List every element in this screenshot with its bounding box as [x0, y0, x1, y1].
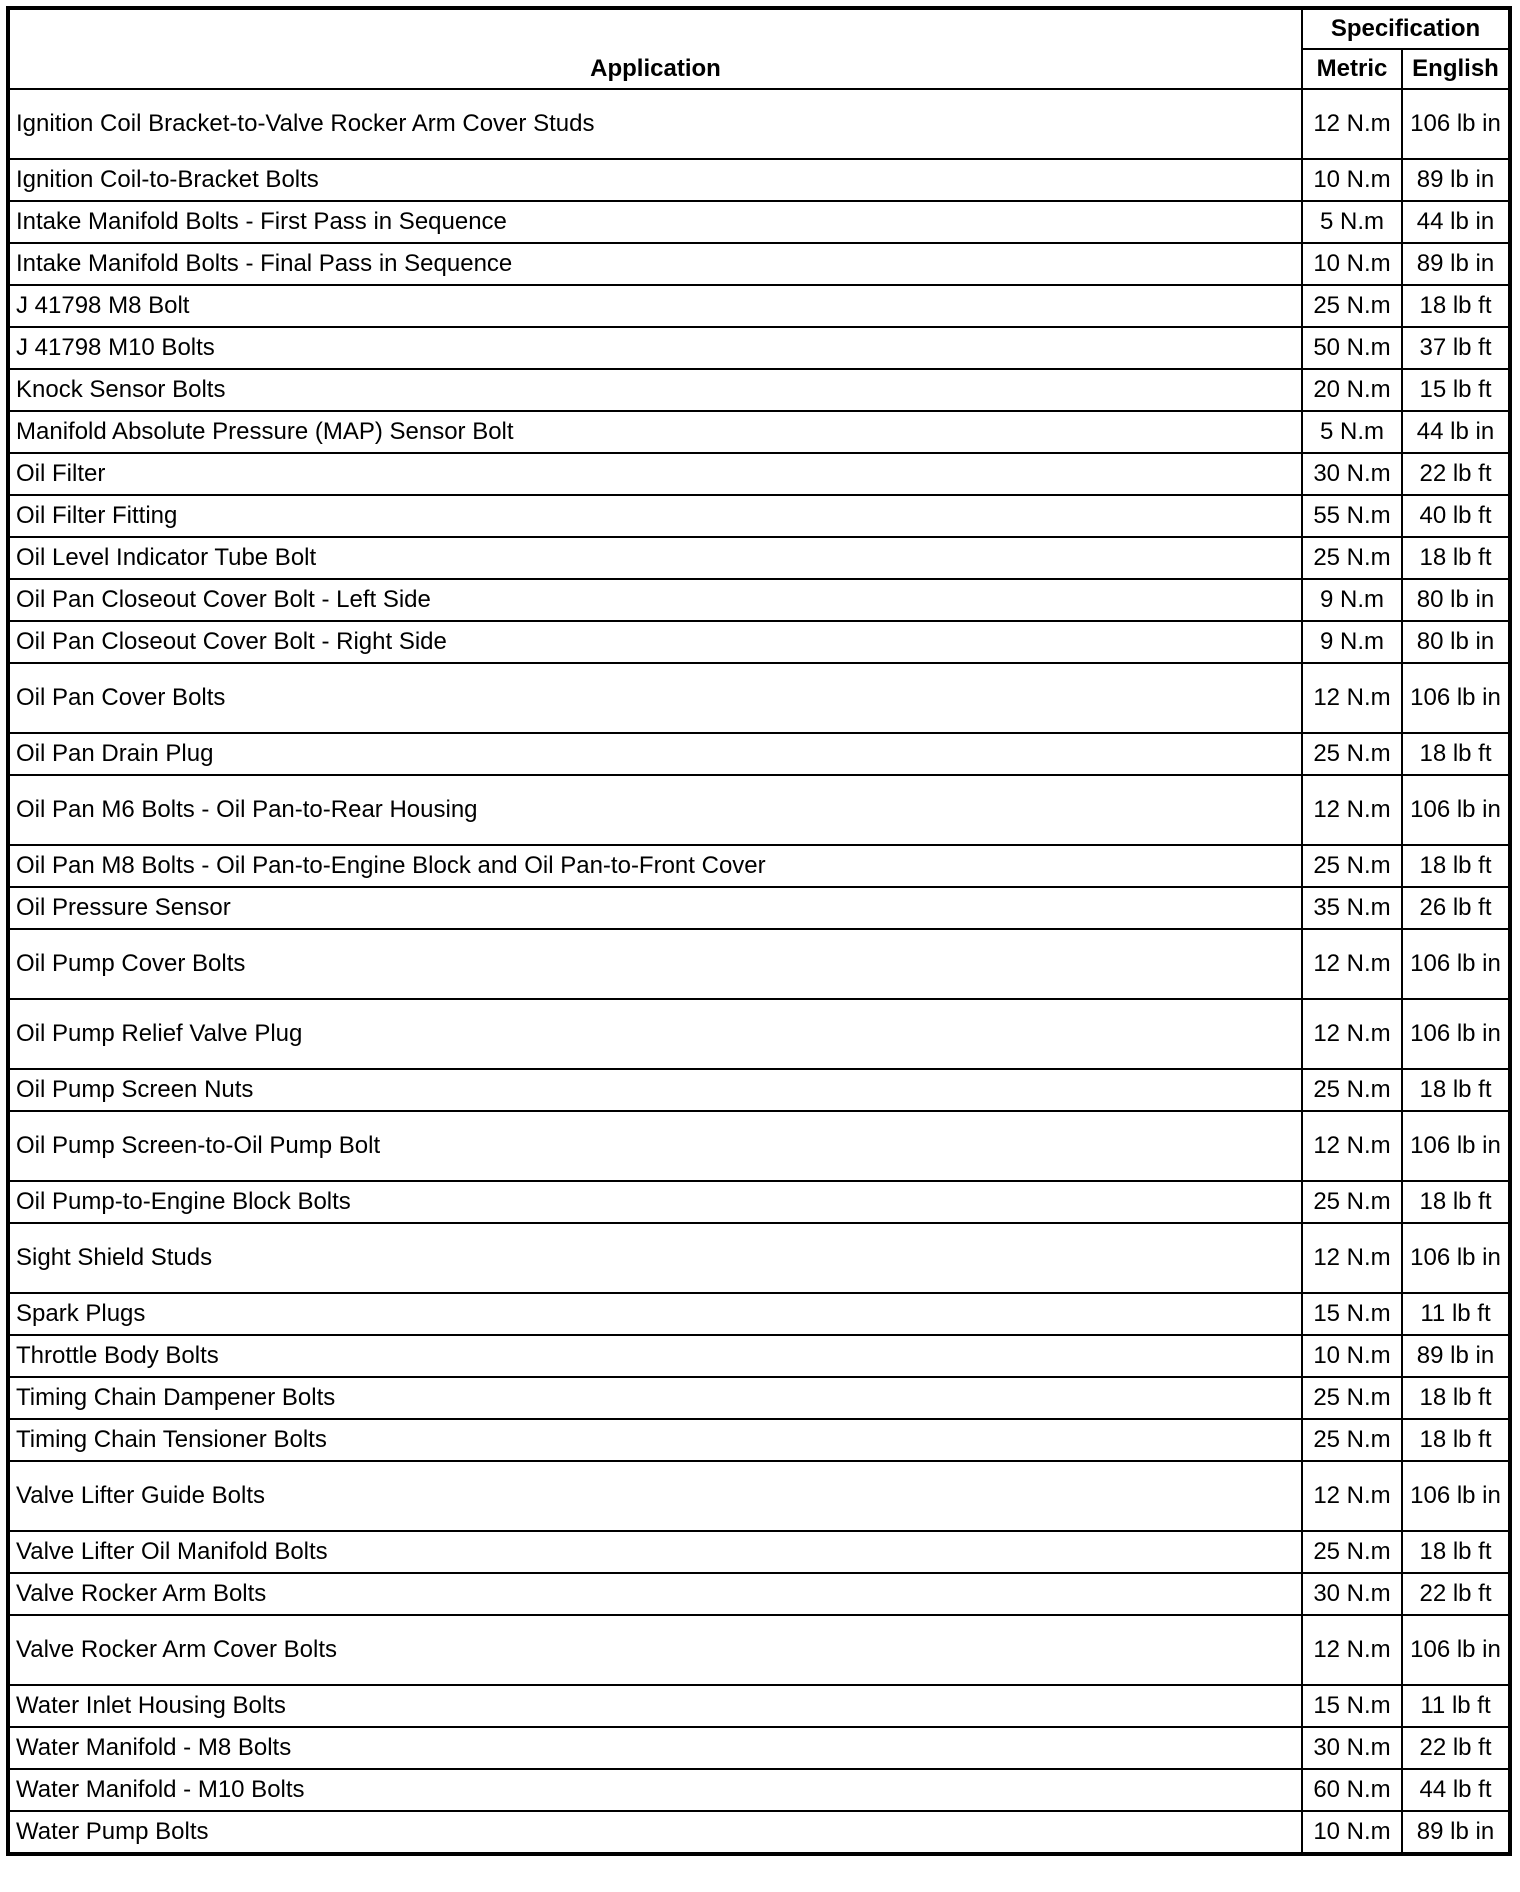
application-cell: Oil Level Indicator Tube Bolt	[8, 537, 1302, 579]
english-cell: 89 lb in	[1402, 243, 1510, 285]
metric-cell: 10 N.m	[1302, 1335, 1402, 1377]
application-cell: Water Pump Bolts	[8, 1811, 1302, 1854]
table-row	[8, 1769, 1510, 1811]
english-cell: 106 lb in	[1402, 999, 1510, 1069]
application-cell: Oil Pressure Sensor	[8, 887, 1302, 929]
english-cell: 80 lb in	[1402, 579, 1510, 621]
table-row	[8, 579, 1510, 621]
english-cell: 11 lb ft	[1402, 1293, 1510, 1335]
application-cell: Oil Pan Closeout Cover Bolt - Right Side	[8, 621, 1302, 663]
application-cell: Oil Pan Closeout Cover Bolt - Left Side	[8, 579, 1302, 621]
table-row	[8, 243, 1510, 285]
metric-cell: 30 N.m	[1302, 453, 1402, 495]
application-cell: Knock Sensor Bolts	[8, 369, 1302, 411]
metric-cell: 20 N.m	[1302, 369, 1402, 411]
metric-cell: 25 N.m	[1302, 537, 1402, 579]
table-row	[8, 929, 1510, 999]
metric-cell: 35 N.m	[1302, 887, 1402, 929]
metric-cell: 9 N.m	[1302, 579, 1402, 621]
english-cell: 106 lb in	[1402, 663, 1510, 733]
application-cell: Water Manifold - M10 Bolts	[8, 1769, 1302, 1811]
torque-spec-table	[6, 6, 1512, 1856]
metric-cell: 12 N.m	[1302, 663, 1402, 733]
english-cell: 18 lb ft	[1402, 1419, 1510, 1461]
table-row	[8, 1293, 1510, 1335]
metric-cell: 25 N.m	[1302, 285, 1402, 327]
table-row	[8, 1111, 1510, 1181]
metric-cell: 5 N.m	[1302, 201, 1402, 243]
metric-cell: 60 N.m	[1302, 1769, 1402, 1811]
application-cell: Oil Pump Screen-to-Oil Pump Bolt	[8, 1111, 1302, 1181]
application-cell: Ignition Coil-to-Bracket Bolts	[8, 159, 1302, 201]
metric-cell: 12 N.m	[1302, 999, 1402, 1069]
metric-cell: 12 N.m	[1302, 89, 1402, 159]
table-row	[8, 1811, 1510, 1854]
application-cell: Valve Rocker Arm Bolts	[8, 1573, 1302, 1615]
application-cell: Valve Lifter Guide Bolts	[8, 1461, 1302, 1531]
english-cell: 44 lb in	[1402, 201, 1510, 243]
metric-cell: 25 N.m	[1302, 1181, 1402, 1223]
english-cell: 18 lb ft	[1402, 537, 1510, 579]
english-cell: 89 lb in	[1402, 1811, 1510, 1854]
application-header: Application	[8, 8, 1302, 89]
metric-cell: 50 N.m	[1302, 327, 1402, 369]
table-row	[8, 733, 1510, 775]
english-cell: 80 lb in	[1402, 621, 1510, 663]
application-cell: Water Inlet Housing Bolts	[8, 1685, 1302, 1727]
application-cell: Oil Pan M8 Bolts - Oil Pan-to-Engine Block and Oil Pan-to-Front Cover	[8, 845, 1302, 887]
application-cell: Valve Rocker Arm Cover Bolts	[8, 1615, 1302, 1685]
specification-header: Specification	[1302, 8, 1510, 49]
english-cell: 89 lb in	[1402, 159, 1510, 201]
english-cell: 22 lb ft	[1402, 453, 1510, 495]
table-body	[8, 89, 1510, 1854]
table-row	[8, 845, 1510, 887]
english-cell: 106 lb in	[1402, 1615, 1510, 1685]
english-cell: 106 lb in	[1402, 1111, 1510, 1181]
metric-cell: 10 N.m	[1302, 243, 1402, 285]
table-row	[8, 495, 1510, 537]
table-row	[8, 159, 1510, 201]
table-row	[8, 201, 1510, 243]
english-cell: 106 lb in	[1402, 1461, 1510, 1531]
application-cell: Oil Pump Screen Nuts	[8, 1069, 1302, 1111]
application-cell: Timing Chain Dampener Bolts	[8, 1377, 1302, 1419]
metric-cell: 12 N.m	[1302, 1461, 1402, 1531]
table-row	[8, 1615, 1510, 1685]
english-cell: 11 lb ft	[1402, 1685, 1510, 1727]
table-row	[8, 537, 1510, 579]
application-cell: Intake Manifold Bolts - Final Pass in Sequence	[8, 243, 1302, 285]
metric-cell: 25 N.m	[1302, 845, 1402, 887]
english-cell: 40 lb ft	[1402, 495, 1510, 537]
application-cell: Oil Filter Fitting	[8, 495, 1302, 537]
metric-cell: 55 N.m	[1302, 495, 1402, 537]
metric-cell: 10 N.m	[1302, 1811, 1402, 1854]
english-cell: 15 lb ft	[1402, 369, 1510, 411]
english-cell: 18 lb ft	[1402, 1531, 1510, 1573]
table-row	[8, 453, 1510, 495]
metric-cell: 30 N.m	[1302, 1727, 1402, 1769]
table-row	[8, 1223, 1510, 1293]
application-cell: Manifold Absolute Pressure (MAP) Sensor Bolt	[8, 411, 1302, 453]
english-cell: 18 lb ft	[1402, 1069, 1510, 1111]
english-cell: 18 lb ft	[1402, 285, 1510, 327]
table-row	[8, 1335, 1510, 1377]
table-row	[8, 887, 1510, 929]
english-cell: 44 lb in	[1402, 411, 1510, 453]
metric-cell: 12 N.m	[1302, 1615, 1402, 1685]
table-row	[8, 1377, 1510, 1419]
table-row	[8, 1531, 1510, 1573]
metric-cell: 12 N.m	[1302, 1223, 1402, 1293]
english-cell: 37 lb ft	[1402, 327, 1510, 369]
application-cell: Oil Pump-to-Engine Block Bolts	[8, 1181, 1302, 1223]
application-cell: Spark Plugs	[8, 1293, 1302, 1335]
application-cell: Oil Pump Cover Bolts	[8, 929, 1302, 999]
table-row	[8, 621, 1510, 663]
english-cell: 26 lb ft	[1402, 887, 1510, 929]
application-cell: Timing Chain Tensioner Bolts	[8, 1419, 1302, 1461]
application-cell: Oil Pan Drain Plug	[8, 733, 1302, 775]
english-cell: 18 lb ft	[1402, 1181, 1510, 1223]
metric-header: Metric	[1302, 49, 1402, 89]
english-cell: 106 lb in	[1402, 775, 1510, 845]
table-row	[8, 369, 1510, 411]
spec-table-container	[6, 6, 1508, 1856]
english-cell: 106 lb in	[1402, 89, 1510, 159]
table-row	[8, 775, 1510, 845]
english-cell: 18 lb ft	[1402, 845, 1510, 887]
metric-cell: 25 N.m	[1302, 1531, 1402, 1573]
table-row	[8, 999, 1510, 1069]
metric-cell: 25 N.m	[1302, 1069, 1402, 1111]
application-cell: Intake Manifold Bolts - First Pass in Sequence	[8, 201, 1302, 243]
application-cell: Oil Pan M6 Bolts - Oil Pan-to-Rear Housing	[8, 775, 1302, 845]
application-cell: Valve Lifter Oil Manifold Bolts	[8, 1531, 1302, 1573]
metric-cell: 12 N.m	[1302, 1111, 1402, 1181]
application-cell: J 41798 M10 Bolts	[8, 327, 1302, 369]
metric-cell: 12 N.m	[1302, 929, 1402, 999]
table-row	[8, 327, 1510, 369]
english-cell: 22 lb ft	[1402, 1573, 1510, 1615]
english-cell: 18 lb ft	[1402, 733, 1510, 775]
metric-cell: 25 N.m	[1302, 733, 1402, 775]
table-row	[8, 1069, 1510, 1111]
table-row	[8, 1461, 1510, 1531]
english-cell: 89 lb in	[1402, 1335, 1510, 1377]
application-cell: J 41798 M8 Bolt	[8, 285, 1302, 327]
metric-cell: 10 N.m	[1302, 159, 1402, 201]
metric-cell: 9 N.m	[1302, 621, 1402, 663]
application-cell: Oil Pump Relief Valve Plug	[8, 999, 1302, 1069]
english-header: English	[1402, 49, 1510, 89]
application-cell: Water Manifold - M8 Bolts	[8, 1727, 1302, 1769]
metric-cell: 30 N.m	[1302, 1573, 1402, 1615]
metric-cell: 15 N.m	[1302, 1293, 1402, 1335]
table-header	[8, 8, 1510, 89]
metric-cell: 25 N.m	[1302, 1419, 1402, 1461]
application-cell: Sight Shield Studs	[8, 1223, 1302, 1293]
application-cell: Ignition Coil Bracket-to-Valve Rocker Arm Cover Studs	[8, 89, 1302, 159]
english-cell: 106 lb in	[1402, 929, 1510, 999]
table-row	[8, 89, 1510, 159]
metric-cell: 25 N.m	[1302, 1377, 1402, 1419]
english-cell: 22 lb ft	[1402, 1727, 1510, 1769]
table-row	[8, 663, 1510, 733]
english-cell: 18 lb ft	[1402, 1377, 1510, 1419]
english-cell: 44 lb ft	[1402, 1769, 1510, 1811]
metric-cell: 12 N.m	[1302, 775, 1402, 845]
english-cell: 106 lb in	[1402, 1223, 1510, 1293]
table-row	[8, 1727, 1510, 1769]
table-row	[8, 285, 1510, 327]
table-row	[8, 1419, 1510, 1461]
table-row	[8, 1181, 1510, 1223]
table-row	[8, 411, 1510, 453]
table-row	[8, 1573, 1510, 1615]
table-row	[8, 1685, 1510, 1727]
application-cell: Oil Pan Cover Bolts	[8, 663, 1302, 733]
metric-cell: 15 N.m	[1302, 1685, 1402, 1727]
application-cell: Oil Filter	[8, 453, 1302, 495]
metric-cell: 5 N.m	[1302, 411, 1402, 453]
application-cell: Throttle Body Bolts	[8, 1335, 1302, 1377]
